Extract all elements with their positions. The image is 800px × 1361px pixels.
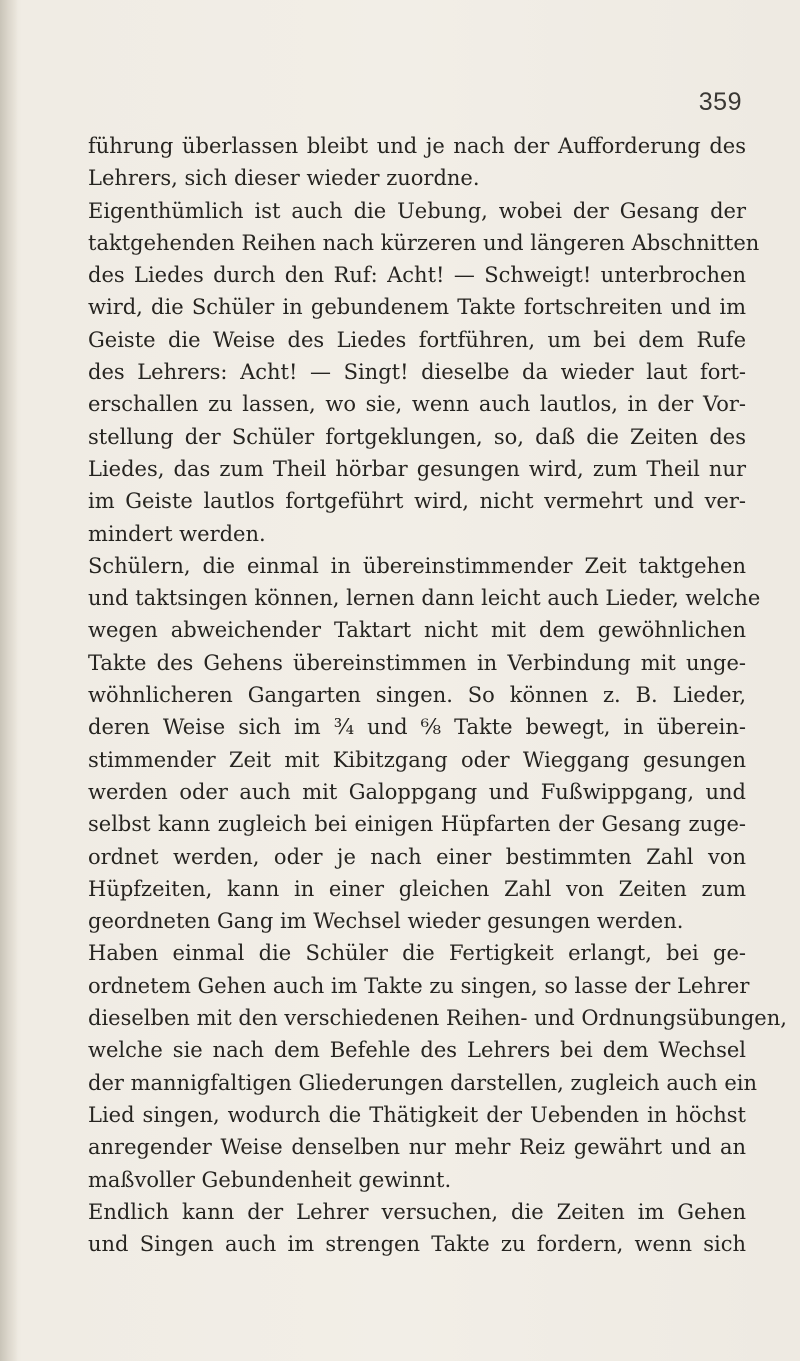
text-line: der mannigfaltigen Gliederungen darstellen, zugleich auch ein	[88, 1070, 758, 1095]
body-text	[88, 130, 787, 1260]
page-gutter-shadow	[0, 0, 18, 1361]
text-line: selbst kann zugleich bei einigen Hüpfarten der Gesang zuge-	[88, 812, 746, 837]
text-line: und Singen auch im strengen Takte zu fordern, wenn sich	[88, 1232, 746, 1257]
text-line: Liedes, das zum Theil hörbar gesungen wird, zum Theil nur	[88, 456, 746, 481]
text-line: des Lehrers: Acht! — Singt! dieselbe da wieder laut fort-	[88, 360, 746, 385]
text-line: anregender Weise denselben nur mehr Reiz gewährt und an	[88, 1135, 746, 1160]
text-line: ordnetem Gehen auch im Takte zu singen, so lasse der Lehrer	[88, 973, 750, 998]
text-line: Lehrers, sich dieser wieder zuordne.	[88, 166, 480, 191]
text-line: Lied singen, wodurch die Thätigkeit der Uebenden in höchst	[88, 1102, 746, 1127]
text-line: stellung der Schüler fortgeklungen, so, daß die Zeiten des	[88, 424, 746, 449]
text-line: wöhnlicheren Gangarten singen. So können z. B. Lieder,	[88, 683, 746, 708]
text-line: führung überlassen bleibt und je nach der Aufforderung des	[88, 134, 746, 158]
text-line: im Geiste lautlos fortgeführt wird, nicht vermehrt und ver-	[88, 489, 746, 514]
text-line: Hüpfzeiten, kann in einer gleichen Zahl von Zeiten zum	[88, 876, 746, 901]
text-line: wird, die Schüler in gebundenem Takte fortschreiten und im	[88, 295, 746, 320]
text-line: taktgehenden Reihen nach kürzeren und längeren Abschnitten	[88, 230, 760, 255]
text-line: welche sie nach dem Befehle des Lehrers bei dem Wechsel	[88, 1038, 746, 1063]
page-number: 359	[698, 88, 742, 116]
text-line: ordnet werden, oder je nach einer bestimmten Zahl von	[88, 844, 746, 869]
text-line: erschallen zu lassen, wo sie, wenn auch lautlos, in der Vor-	[88, 392, 746, 417]
text-line: geordneten Gang im Wechsel wieder gesungen werden.	[88, 909, 684, 934]
text-line: werden oder auch mit Galoppgang und Fußwippgang, und	[88, 779, 746, 804]
text-line: wegen abweichender Taktart nicht mit dem gewöhnlichen	[88, 618, 746, 643]
text-line: Endlich kann der Lehrer versuchen, die Zeiten im Gehen	[88, 1199, 746, 1224]
text-line: maßvoller Gebundenheit gewinnt.	[88, 1167, 452, 1192]
text-line: dieselben mit den verschiedenen Reihen- und Ordnungsübungen,	[88, 1006, 787, 1031]
text-line: Geiste die Weise des Liedes fortführen, um bei dem Rufe	[88, 327, 746, 352]
text-line: Schülern, die einmal in übereinstimmender Zeit taktgehen	[88, 553, 746, 578]
text-line: mindert werden.	[88, 521, 266, 546]
text-line: des Liedes durch den Ruf: Acht! — Schweigt! unterbrochen	[88, 263, 746, 288]
text-line: stimmender Zeit mit Kibitzgang oder Wieggang gesungen	[88, 747, 746, 772]
text-line: Takte des Gehens übereinstimmen in Verbindung mit unge-	[88, 650, 746, 675]
text-line: deren Weise sich im ¾ und ⁶⁄₈ Takte bewegt, in überein-	[88, 715, 746, 740]
text-line: Eigenthümlich ist auch die Uebung, wobei der Gesang der	[88, 198, 746, 223]
text-line: Haben einmal die Schüler die Fertigkeit erlangt, bei ge-	[88, 941, 746, 966]
text-line: und taktsingen können, lernen dann leicht auch Lieder, welche	[88, 586, 761, 611]
